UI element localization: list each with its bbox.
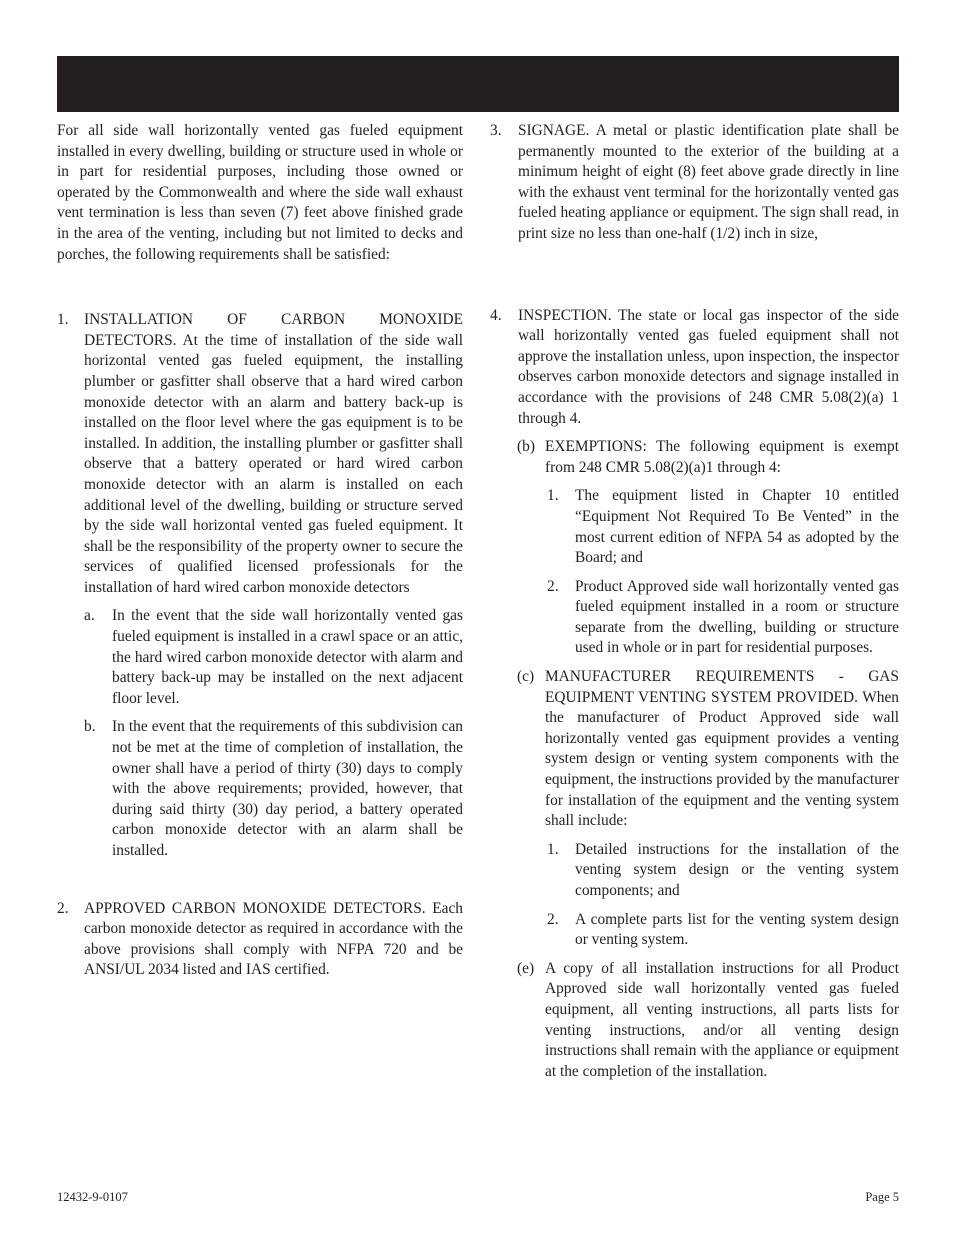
item-number: 3.: [490, 122, 502, 139]
header-bar: [57, 56, 899, 112]
subitem-number: 1.: [547, 840, 559, 858]
item-text: INSPECTION. The state or local gas inspector of the side wall horizontally vented gas fueled equipment shall not approve the installation unless, upon inspection, the inspector observes carbon monoxide detectors and signage installed in accordance with the provisions of 248 CMR 5.08(2)(a) 1 through 4.: [518, 306, 899, 427]
item-1-carbon-monoxide-detectors: [57, 310, 463, 598]
right-column: [490, 121, 899, 1082]
subitem-letter: (c): [517, 668, 535, 686]
item-number: 1.: [57, 311, 69, 329]
subitem-number: 2.: [547, 910, 559, 928]
subitem-letter: (b): [517, 438, 535, 456]
page-number: Page 5: [865, 1190, 899, 1204]
subitem-text: A copy of all installation instructions for all Product Approved side wall horizontally vented gas fueled equipment, all venting instructions, all parts lists for venting instructions, and/or all venting design instructions shall remain with the appliance or equipment at the completion of the installation.: [545, 959, 899, 1080]
item-2-approved-detectors: [57, 899, 463, 981]
item-4-inspection: [490, 306, 899, 430]
exemption-1: [547, 486, 899, 568]
subitem-letter: b.: [84, 718, 96, 736]
subitem-e-installation-instructions: [517, 959, 899, 1083]
item-number: 4.: [490, 306, 502, 324]
item-number: 2.: [57, 899, 69, 917]
item-text: SIGNAGE. A metal or plastic identification plate shall be permanently mounted to the exterior of the building at a minimum height of eight (8) feet above grade directly in line with the exhaust vent terminal for the horizontally vented gas fueled heating appliance or equipment. The sign shall read, in print size no less than one-half (1/2) inch in size,: [518, 122, 899, 242]
subitem-a: [84, 606, 463, 709]
subitem-b: [84, 717, 463, 861]
subitem-text: In the event that the side wall horizontally vented gas fueled equipment is installed in a crawl space or an attic, the hard wired carbon monoxide detector with alarm and battery back-up may be installed on the next adjacent floor level.: [112, 607, 463, 707]
subitem-number: 1.: [547, 487, 559, 505]
item-3-signage: [490, 121, 899, 245]
subitem-text: EXEMPTIONS: The following equipment is exempt from 248 CMR 5.08(2)(a)1 through 4:: [545, 438, 899, 476]
subitem-text: A complete parts list for the venting system design or venting system.: [575, 910, 899, 949]
subitem-letter: a.: [84, 607, 95, 625]
subitem-text: Product Approved side wall horizontally vented gas fueled equipment installed in a room or structure separate from the dwelling, building or structure used in whole or in part for residential purposes.: [575, 577, 899, 657]
subitem-b-exemptions: [517, 437, 899, 478]
item-text: APPROVED CARBON MONOXIDE DETECTORS. Each carbon monoxide detector as required in accordance with the above provisions shall comply with NFPA 720 and be ANSI/UL 2034 listed and IAS certified.: [84, 899, 463, 979]
item-text: INSTALLATION OF CARBON MONOXIDE DETECTORS. At the time of installation of the side wall horizontal vented gas fueled equipment, the installing plumber or gasfitter shall observe that a hard wired carbon monoxide detector with an alarm and battery back-up is installed on the floor level where the gas equipment is to be installed. In addition, the installing plumber or gasfitter shall observe that a battery operated or hard wired carbon monoxide detector with an alarm is installed on each additional level of the dwelling, building or structure served by the side wall horizontal vented gas fueled equipment. It shall be the responsibility of the property owner to secure the services of qualified licensed professionals for the installation of hard wired carbon monoxide detectors: [84, 311, 463, 596]
subitem-c-manufacturer-requirements: [517, 667, 899, 832]
exemption-2: [547, 577, 899, 659]
subitem-number: 2.: [547, 577, 559, 595]
subitem-text: Detailed instructions for the installation of the venting system design or the venting system components; and: [575, 840, 899, 899]
intro-paragraph: For all side wall horizontally vented gas fueled equipment installed in every dwelling, building or structure used in whole or in part for residential purposes, including those owned or operated by the Commonwealth and where the side wall exhaust vent termination is less than seven (7) feet above finished grade in the area of the venting, including but not limited to decks and porches, the following requirements shall be satisfied:: [57, 122, 463, 263]
manufacturer-requirement-1: [547, 840, 899, 902]
subitem-text: The equipment listed in Chapter 10 entitled “Equipment Not Required To Be Vented” in the most current edition of NFPA 54 as adopted by the Board; and: [575, 487, 899, 567]
subitem-text: In the event that the requirements of this subdivision can not be met at the time of completion of installation, the owner shall have a period of thirty (30) days to comply with the above requirements; provided, however, that during said thirty (30) day period, a battery operated carbon monoxide detector with an alarm shall be installed.: [112, 718, 463, 859]
manufacturer-requirement-2: [547, 910, 899, 951]
subitem-letter: (e): [517, 959, 535, 977]
left-column: [57, 121, 463, 981]
document-number: 12432-9-0107: [57, 1190, 128, 1204]
subitem-text: MANUFACTURER REQUIREMENTS - GAS EQUIPMENT VENTING SYSTEM PROVIDED. When the manufacturer of Product Approved side wall horizontally vented gas equipment provides a venting system design or venting system components with the equipment, the instructions provided by the manufacturer for installation of the equipment and the venting system shall include:: [545, 668, 899, 830]
